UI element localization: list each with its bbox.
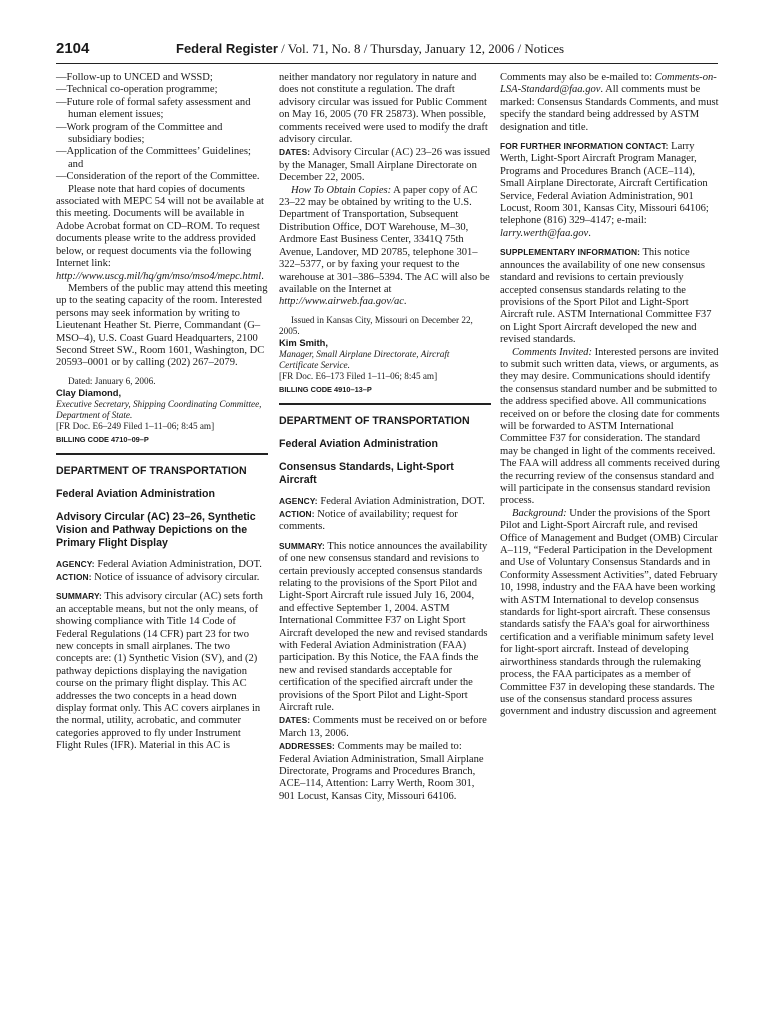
- attendance-paragraph: Members of the public may attend this meeting up to the seating capacity of the room. Interested persons may seek information by writing to Lieutenant Heather St. Pierre, Commandant (G–MSO–4), U.S. Coast Guard Headquarters, 2100 Second Street SW., Room 1601, Washington, DC 20593–0001 or by calling (202) 267–2079.: [56, 282, 268, 369]
- agenda-item: —Application of the Committees’ Guidelines; and: [56, 146, 251, 170]
- sub-agency-heading: Federal Aviation Administration: [56, 487, 215, 500]
- agency-line: AGENCY: Federal Aviation Administration, DOT.: [56, 558, 262, 570]
- department-heading: DEPARTMENT OF TRANSPORTATION: [279, 414, 470, 427]
- agenda-item: —Future role of formal safety assessment and human element issues;: [56, 96, 251, 121]
- document-title: Advisory Circular (AC) 23–26, Synthetic Vision and Pathway Depictions on the Primary Flight Display: [56, 510, 256, 549]
- action-line: ACTION: Notice of availability; request for comments.: [279, 508, 458, 533]
- journal-name: Federal Register: [176, 41, 278, 56]
- department-heading: DEPARTMENT OF TRANSPORTATION: [56, 464, 247, 477]
- action-line: ACTION: Notice of issuance of advisory circular.: [56, 571, 260, 583]
- signer-title: Manager, Small Airplane Directorate, Aircraft Certificate Service.: [279, 349, 450, 371]
- comments-invited-paragraph: Comments Invited: Interested persons are invited to submit such written data, views, or arguments, as they may desire. Communications should identify the consensus standard number and be submitted to the address specified above. All communications received on or before the closing date for comments will be forwarded to ASTM International Committee F37 for consideration. The standard may be changed in light of the comments received. The FAA will address all comments received during the recurring review of the consensus standard and will participate in the consensus standard revision process.: [500, 346, 720, 507]
- running-header: [56, 39, 718, 64]
- agenda-item: —Follow-up to UNCED and WSSD;: [56, 72, 213, 83]
- background-paragraph: Background: Under the provisions of the Sport Pilot and Light-Sport Aircraft rule, and revised Office of Management and Budget (OMB) Circular A–119, “Federal Participation in the Development and Use of Voluntary Consensus Standards and in Conformity Assessment Activities”, dated February 10, 1998, industry and the FAA have been working with ASTM International to develop consensus standards for light-sport aircraft. These consensus standards satisfy the FAA’s goal for airworthiness certification and a verifiable minimum safety level for light-sport aircraft. Instead of developing airworthiness standards through the rulemaking process, the FAA participates as a member of Committee F37 in developing these standards. The use of the consensus standard process assures government and industry discussion and agreement: [500, 507, 718, 718]
- agenda-item: —Consideration of the report of the Committee.: [56, 171, 260, 183]
- summary-paragraph: SUMMARY: This advisory circular (AC) sets forth an acceptable means, but not the only means, of showing compliance with Title 14 Code of Federal Regulations (14 CFR) part 23 for two new concepts in small airplanes. The two concepts are: (1) Synthetic Vision (SV), and (2) pathway depictions displaying the navigation course on the primary flight display. This AC addresses the two concepts in a head down display format only. This AC covers airplanes in the normal, utility, acrobatic, and commuter categories approved to fly under Instrument Flight Rules (IFR). Material in this AC is: [56, 591, 263, 752]
- sub-agency-heading: Federal Aviation Administration: [279, 437, 438, 450]
- obtain-copies-paragraph: How To Obtain Copies: A paper copy of AC 23–22 may be obtained by writing to the U.S. Department of Transportation, Subsequent Distribution Office, DOT Warehouse, M–30, Ardmore East Business Center, 3341Q 75th Avenue, Landover, MD 20785, telephone 301–322–5377, or by faxing your request to the warehouse at 301–386–5394. The AC will also be available on the Internet at http://www.airweb.faa.gov/ac.: [279, 184, 490, 308]
- documents-paragraph: Please note that hard copies of documents associated with MEPC 54 will not be available at this meeting. Documents will be available in Adobe Acrobat format on CD–ROM. To request documents please write to the address provided below, or request documents via the following Internet link: http://www.uscg.mil/hq/gm/mso/mso4/mepc.html.: [56, 183, 264, 282]
- contact-email-link[interactable]: larry.werth@faa.gov: [500, 227, 589, 239]
- running-title: [176, 41, 564, 57]
- divider: [56, 453, 268, 455]
- agenda-item: —Work program of the Committee and subsidiary bodies;: [56, 121, 223, 146]
- issue-details: / Vol. 71, No. 8 / Thursday, January 12, 2006 / Notices: [277, 41, 565, 56]
- fr-doc-line: [FR Doc. E6–173 Filed 1–11–06; 8:45 am]: [279, 371, 438, 382]
- column-1: [56, 72, 268, 753]
- addresses-line: ADDRESSES: Comments may be mailed to: Federal Aviation Administration, Small Airplane Directorate, Programs and Procedures Branch, ACE–114, Attention: Larry Werth, Room 301, 901 Locust, Kansas City, Missouri 64106.: [279, 741, 484, 802]
- summary-paragraph: SUMMARY: This notice announces the availability of one new consensus standard and revisions to certain previously accepted consensus standards relating to the provisions of the Sport Pilot and Light-Sport Aircraft rule issued July 16, 2004, and effective September 1, 2004. ASTM International Committee F37 on Light Sport Aircraft developed the new and revised standards with Federal Aviation Administration (FAA) participation. By this Notice, the FAA finds the new and revised standards acceptable for certification of the specified aircraft under the provisions of the Sport Pilot and Light-Sport Aircraft rule.: [279, 540, 488, 714]
- email-paragraph: Comments may also be e-mailed to: Comments-on-LSA-Standard@faa.gov. All comments must be marked: Consensus Standards Comments, and must specify the standard being addressed by ASTM designation and title.: [500, 72, 719, 133]
- airweb-link[interactable]: http://www.airweb.faa.gov/ac: [279, 296, 404, 308]
- issued-line: Issued in Kansas City, Missouri on December 22, 2005.: [279, 314, 473, 336]
- signer-name: Kim Smith,: [279, 336, 328, 348]
- dated-line: Dated: January 6, 2006.: [68, 375, 156, 386]
- document-title: Consensus Standards, Light-Sport Aircraft: [279, 460, 454, 486]
- billing-code: BILLING CODE 4710–09–P: [56, 435, 149, 445]
- comments-email-link[interactable]: Comments-on-LSA-Standard@faa.gov: [500, 72, 717, 96]
- column-3: [500, 72, 720, 719]
- supplementary-paragraph: SUPPLEMENTARY INFORMATION: This notice announces the availability of one new consensus standard and revisions to certain previously accepted consensus standards relating to the provisions of the Sport Pilot and Light-Sport Aircraft rule. ASTM International Committee F37 on Light Sport Aircraft developed the new and revised standards.: [500, 247, 712, 346]
- contact-paragraph: FOR FURTHER INFORMATION CONTACT: Larry Werth, Light-Sport Aircraft Program Manager, Programs and Procedures Branch (ACE–114), Small Airplane Directorate, Aircraft Certification Service, Federal Aviation Administration, 901 Locust, Room 301, Kansas City, Missouri 64106; telephone (816) 329–4147; e-mail: larry.werth@faa.gov.: [500, 141, 709, 239]
- divider: [279, 403, 491, 405]
- fr-doc-line: [FR Doc. E6–249 Filed 1–11–06; 8:45 am]: [56, 421, 215, 432]
- agenda-item: —Technical co-operation programme;: [56, 84, 218, 96]
- column-2: [279, 72, 491, 803]
- dates-line: DATES: Comments must be received on or before March 13, 2006.: [279, 715, 487, 739]
- billing-code: BILLING CODE 4910–13–P: [279, 385, 372, 395]
- continuation-paragraph: neither mandatory nor regulatory in nature and does not constitute a regulation. The draft advisory circular was issued for Public Comment on May 16, 2005 (70 FR 25873). When possible, comments received were used to modify the draft advisory circular.: [279, 72, 488, 146]
- dates-line: DATES: Advisory Circular (AC) 23–26 was issued by the Manager, Small Airplane Directorate on December 22, 2005.: [279, 147, 491, 184]
- signer-title: Executive Secretary, Shipping Coordinating Committee, Department of State.: [56, 399, 262, 421]
- page-number: 2104: [56, 40, 90, 57]
- mepc-link[interactable]: http://www.uscg.mil/hq/gm/mso/mso4/mepc.html: [56, 270, 262, 282]
- agency-line: AGENCY: Federal Aviation Administration, DOT.: [279, 495, 485, 507]
- signer-name: Clay Diamond,: [56, 386, 122, 398]
